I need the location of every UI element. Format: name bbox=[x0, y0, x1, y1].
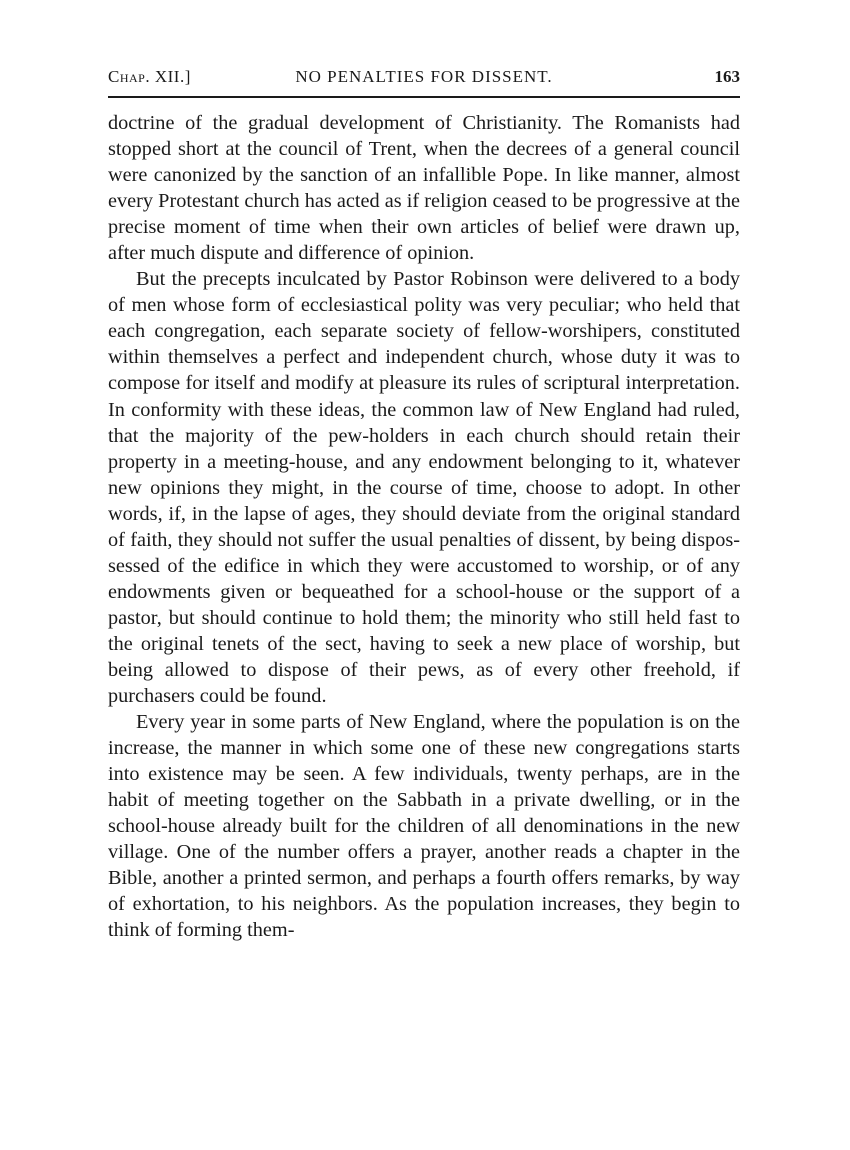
body-text bbox=[108, 110, 740, 944]
page-number: 163 bbox=[714, 67, 740, 86]
book-page bbox=[108, 62, 740, 944]
paragraph-continued: doctrine of the gradual development of Christianity. The Romanists had stopped short at the council of Trent, when the decrees of a general council were canonized by the sanction of an infallible Pope. In like manner, almost every Protestant church has acted as if religion ceased to be progressive at the precise moment of time when their own articles of belief were drawn up, after much dispute and difference of opinion. bbox=[108, 112, 740, 265]
paragraph: But the precepts inculcated by Pastor Robinson were delivered to a body of men whose form of ecclesiastical polity was very peculiar; who held that each congregation, each separate society of fellow-worshipers, constituted within themselves a perfect and independent church, whose duty it was to compose for itself and modify at pleasure its rules of scriptural interpretation. In conformity with these ideas, the common law of New England had ruled, that the majority of the pew-holders in each church should retain their property in a meeting-house, and any endowment belonging to it, whatever new opinions they might, in the course of time, choose to adopt. In other words, if, in the lapse of ages, they should deviate from the original standard of faith, they should not suffer the usual penalties of dissent, by being dispossessed of the edifice in which they were accustomed to worship, or of any endowments given or bequeathed for a school-house or the support of a pastor, but should continue to hold them; the minority who still held fast to the original tenets of the sect, having to seek a new place of worship, but being allowed to dispose of their pews, as of every other freehold, if purchasers could be found. bbox=[108, 268, 740, 708]
header-rule bbox=[108, 96, 740, 98]
running-title: NO PENALTIES FOR DISSENT. bbox=[295, 67, 553, 86]
chapter-label: Chap. XII.] bbox=[108, 67, 191, 86]
paragraph: Every year in some parts of New England, where the population is on the increase, the manner in which some one of these new congregations starts into existence may be seen. A few individuals, twenty perhaps, are in the habit of meeting together on the Sabbath in a private dwelling, or in the school-house already built for the children of all denominations in the new village. One of the number offers a prayer, another reads a chapter in the Bible, another a printed sermon, and perhaps a fourth offers remarks, by way of exhortation, to his neighbors. As the population increases, they begin to think of forming them- bbox=[108, 711, 740, 942]
running-head bbox=[108, 62, 740, 92]
